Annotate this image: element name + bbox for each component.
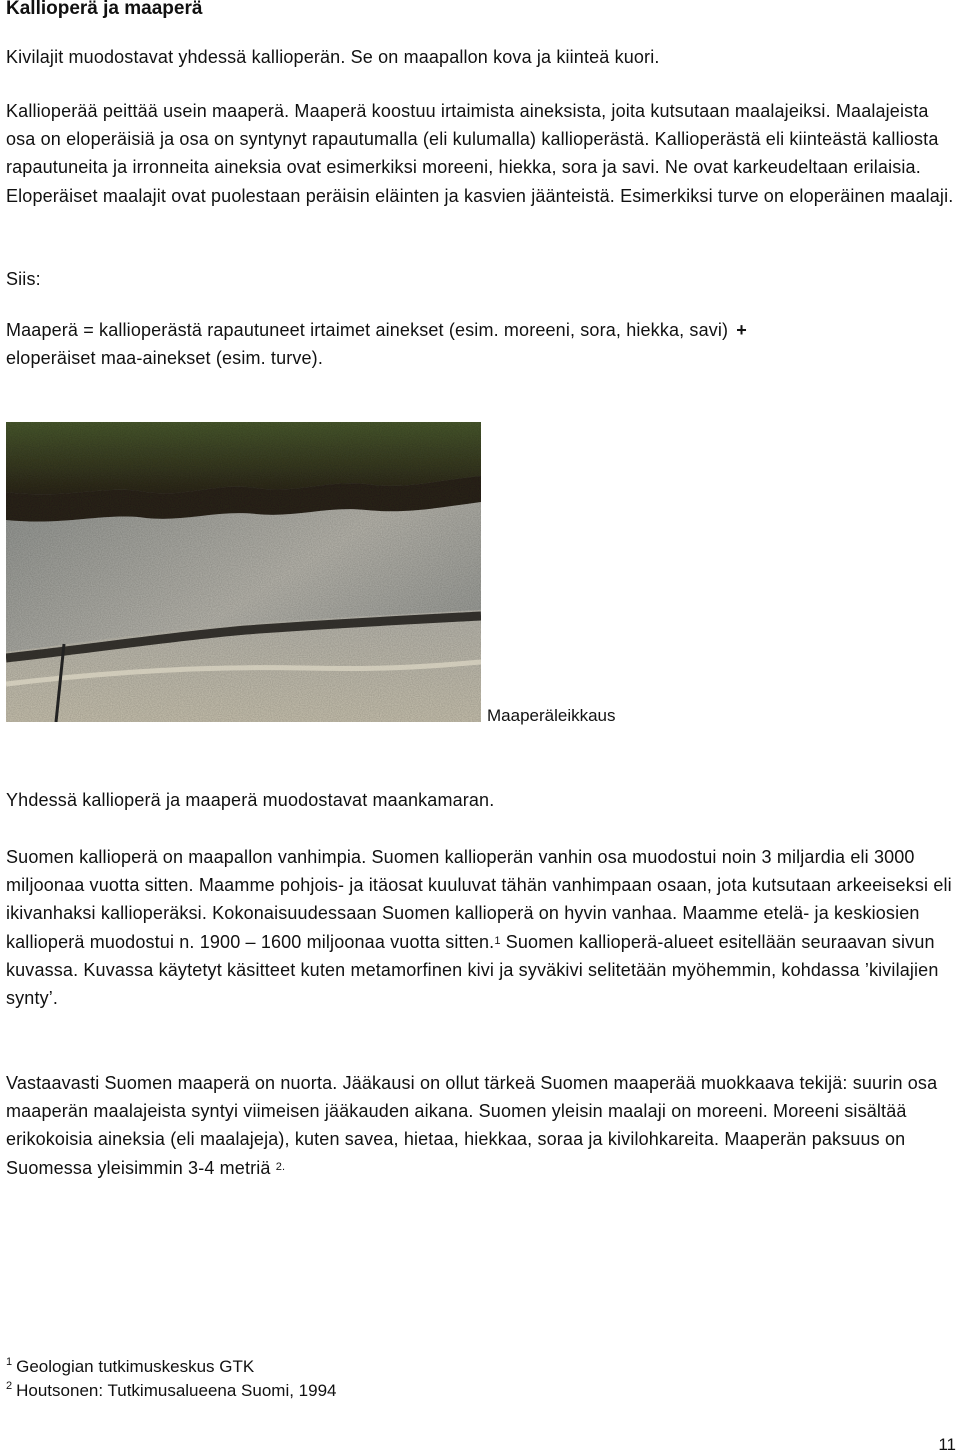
paragraph-suomen-maapera <box>6 1069 956 1182</box>
maapera-text: Vastaavasti Suomen maaperä on nuorta. Jääkausi on ollut tärkeä Suomen maaperää muokkaava tekijä: suurin osa maaperän maalajeista syntyi viimeisen jääkauden aikana. Suomen yleisin maalaji on moreeni. Moreeni sisältää erikokoisia aineksia (eli maalajeja), kuten savea, hietaa, hiekkaa, soraa ja kivilohkareita. Maaperän paksuus on Suomessa yleisimmin 3-4 metriä <box>6 1073 938 1178</box>
soil-profile-photo <box>6 422 481 722</box>
page-title: Kallioperä ja maaperä <box>6 0 203 19</box>
paragraph-maapera-definition <box>6 316 956 372</box>
definition-part-2: eloperäiset maa-ainekset (esim. turve). <box>6 348 323 369</box>
footnote-ref-2: 2. <box>275 1160 286 1173</box>
footnote-ref-1: 1 <box>494 934 501 947</box>
paragraph-maankamara: Yhdessä kallioperä ja maaperä muodostavat maankamaran. <box>6 790 495 810</box>
footnote-text: Houtsonen: Tutkimusalueena Suomi, 1994 <box>16 1381 337 1400</box>
figure-caption: Maaperäleikkaus <box>487 706 616 725</box>
footnote-text: Geologian tutkimuskeskus GTK <box>16 1357 255 1376</box>
paragraph-maapera: Kallioperää peittää usein maaperä. Maaperä koostuu irtaimista aineksista, joita kutsutaan maalajeiksi. Maalajeista osa on eloperäisiä ja osa on syntynyt rapautumalla (eli kulumalla) kallioperästä. Kallioperästä eli kiinteästä kalliosta rapautuneita ja irronneita aineksia ovat esimerkiksi moreeni, hiekka, sora ja savi. Ne ovat karkeudeltaan erilaisia. Eloperäiset maalajit ovat puolestaan peräisin eläinten ja kasvien jäänteistä. Esimerkiksi turve on eloperäinen maalaji. <box>6 101 954 206</box>
kalliopera-text-2: Suomen kallioperä-alueet esitellään seuraavan sivun kuvassa. Kuvassa käytetyt käsitteet kuten metamorfinen kivi ja syväkivi selitetään myöhemmin, kohdassa ’kivilajien synty’. <box>6 931 939 1009</box>
soil-profile-illustration <box>6 422 481 722</box>
paragraph-siis: Siis: <box>6 269 41 289</box>
footnote-number: 1 <box>6 1356 13 1368</box>
plus-sign: + <box>736 320 747 340</box>
page-number: 11 <box>938 1435 956 1454</box>
paragraph-suomen-kalliopera <box>6 843 956 1012</box>
kalliopera-text-1: Suomen kallioperä on maapallon vanhimpia. Suomen kallioperän vanhin osa muodostui noin 3 miljardia eli 3000 miljoonaa vuotta sitten. Maamme pohjois- ja itäosat kuuluvat tähän vanhimpaan osaan, jota kutsutaan arkeeiseksi eli ikivanhaksi kallioperäksi. Kokonaisuudessaan Suomen kallioperä on hyvin vanhaa. Maamme etelä- ja keskiosien kallioperä muodostui n. 1900 – 1600 miljoonaa vuotta sitten. <box>6 847 952 952</box>
paragraph-kivilajit: Kivilajit muodostavat yhdessä kallioperän. Se on maapallon kova ja kiinteä kuori. <box>6 47 660 67</box>
footnote-1 <box>6 1356 254 1380</box>
definition-part-1: Maaperä = kallioperästä rapautuneet irtaimet ainekset (esim. moreeni, sora, hiekka, savi) <box>6 320 729 340</box>
footnote-number: 2 <box>6 1380 13 1392</box>
footnote-2 <box>6 1380 337 1404</box>
